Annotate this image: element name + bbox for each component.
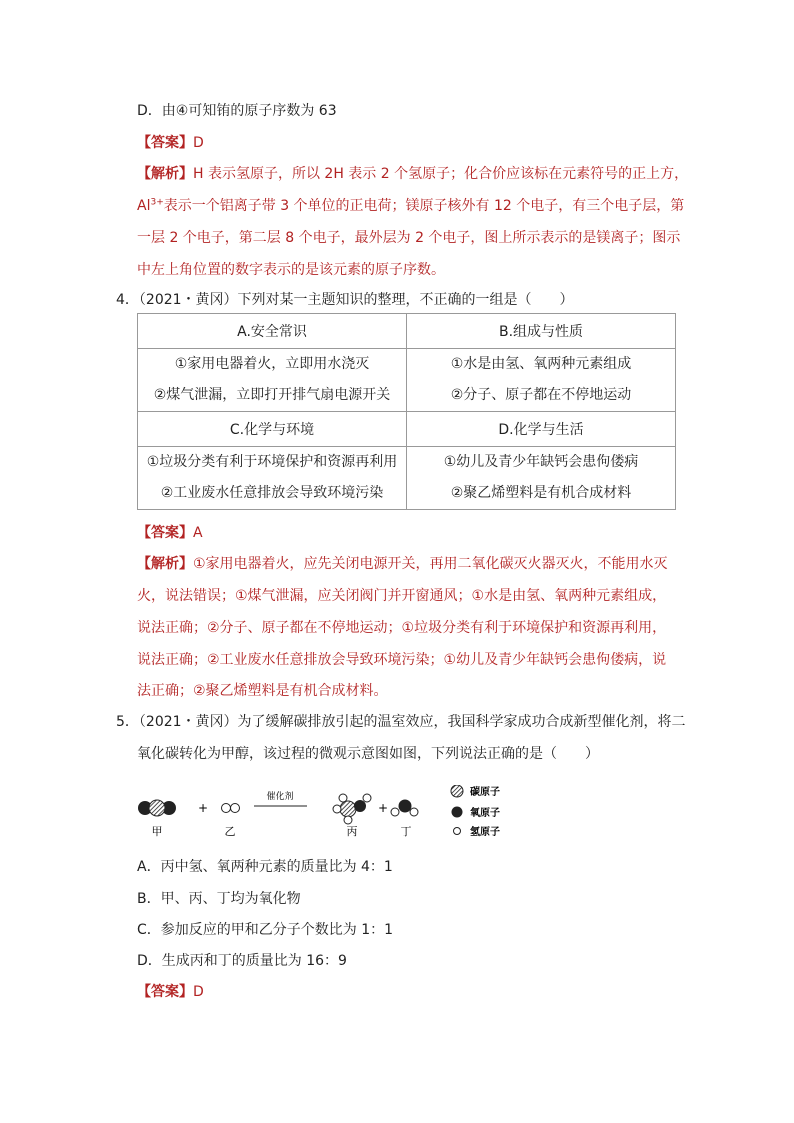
table-item: ①家用电器着火，立即用水浇灭 [174,356,370,372]
table-cell-c-title: C.化学与环境 [138,412,407,447]
q5-stem-line-1: 5．（2021・黄冈）为了缓解碳排放引起的温室效应，我国科学家成功合成新型催化剂，将二 [116,714,686,730]
q3-analysis-line-3: 一层 2 个电子，第二层 8 个电子，最外层为 2 个电子，图上所示表示的是镁离子；图示 [137,230,681,246]
reaction-micro-diagram [137,785,537,845]
legend-carbon-label: 碳原子 [470,787,500,798]
q4-analysis-line-5: 法正确；②聚乙烯塑料是有机合成材料。 [137,683,388,699]
legend-hydrogen-icon [454,828,461,835]
analysis-text: 表示一个铝离子带 3 个单位的正电荷；镁原子核外有 12 个电子，有三个电子层，第 [163,198,685,214]
plus-sign: + [197,801,209,815]
q4-knowledge-table [137,313,676,510]
answer-tag: 【答案】 [137,984,193,1000]
table-cell-b-content [407,349,676,412]
table-item: ①水是由氢、氧两种元素组成 [450,356,632,372]
answer-value: D [193,135,204,151]
table-item: ①垃圾分类有利于环境保护和资源再利用 [146,454,398,470]
table-item: ②聚乙烯塑料是有机合成材料 [450,485,632,501]
label-jia: 甲 [151,825,163,838]
table-item: ②工业废水任意排放会导致环境污染 [160,485,384,501]
analysis-text: H 表示氢原子，所以 2H 表示 2 个氢原子；化合价应该标在元素符号的正上方， [193,166,689,182]
q3-answer [137,133,204,153]
label-bing: 丙 [346,825,358,838]
q4-analysis-line-4: 说法正确；②工业废水任意排放会导致环境污染；①幼儿及青少年缺钙会患佝偻病，说 [137,652,667,668]
table-cell-d-content [407,447,676,510]
q5-option-a: A．丙中氢、氧两种元素的质量比为 4：1 [137,859,393,875]
q3-analysis-line-2 [137,196,684,216]
table-cell-a-title: A.安全常识 [138,314,407,349]
analysis-tag: 【解析】 [137,166,193,182]
molecule-yi [222,804,240,813]
answer-value: A [193,525,203,541]
analysis-al-symbol: Al [137,198,151,214]
analysis-tag: 【解析】 [137,556,193,572]
catalyst-label: 催化剂 [266,792,294,802]
table-cell-b-title: B.组成与性质 [407,314,676,349]
q5-option-c: C．参加反应的甲和乙分子个数比为 1：1 [137,922,394,938]
analysis-text: ①家用电器着火，应先关闭电源开关，再用二氧化碳灭火器灭火，不能用水灭 [193,556,668,572]
q4-answer [137,523,203,543]
table-cell-a-content [138,349,407,412]
table-item: ①幼儿及青少年缺钙会患佝偻病 [443,454,639,470]
q4-analysis-line-3: 说法正确；②分子、原子都在不停地运动；①垃圾分类有利于环境保护和资源再利用， [137,620,667,636]
table-cell-c-content [138,447,407,510]
q3-option-d: D．由④可知铕的原子序数为 63 [137,103,337,119]
q5-option-b: B．甲、丙、丁均为氧化物 [137,891,301,907]
q4-analysis-line-2: 火，说法错误；①煤气泄漏，应关闭阀门并开窗通风；①水是由氢、氧两种元素组成， [137,588,667,604]
q4-stem: 4．（2021・黄冈）下列对某一主题知识的整理，不正确的一组是（ ） [116,292,574,308]
q5-option-d: D．生成丙和丁的质量比为 16：9 [137,953,347,969]
label-ding: 丁 [400,825,412,838]
q4-analysis-line-1 [137,554,668,574]
legend-hydrogen-label: 氢原子 [470,827,500,838]
legend-oxygen-label: 氧原子 [470,808,500,819]
q3-analysis-line-4: 中左上角位置的数字表示的是该元素的原子序数。 [137,262,445,278]
q5-stem-line-2: 氧化碳转化为甲醇，该过程的微观示意图如图，下列说法正确的是（ ） [137,746,599,762]
molecule-ding [391,800,418,817]
label-yi: 乙 [224,825,236,838]
table-item: ②煤气泄漏，立即打开排气扇电源开关 [153,387,391,403]
molecule-jia [138,800,176,816]
q5-answer [137,982,204,1002]
table-item: ②分子、原子都在不停地运动 [450,387,632,403]
legend-oxygen-icon [452,807,463,818]
answer-tag: 【答案】 [137,135,193,151]
legend [451,785,500,838]
answer-value: D [193,984,204,1000]
analysis-al-charge: 3+ [150,197,164,208]
plus-sign: + [377,801,389,815]
molecule-bing [333,794,371,824]
q3-analysis-line-1 [137,164,688,184]
table-cell-d-title: D.化学与生活 [407,412,676,447]
legend-carbon-icon [451,785,463,797]
answer-tag: 【答案】 [137,525,193,541]
